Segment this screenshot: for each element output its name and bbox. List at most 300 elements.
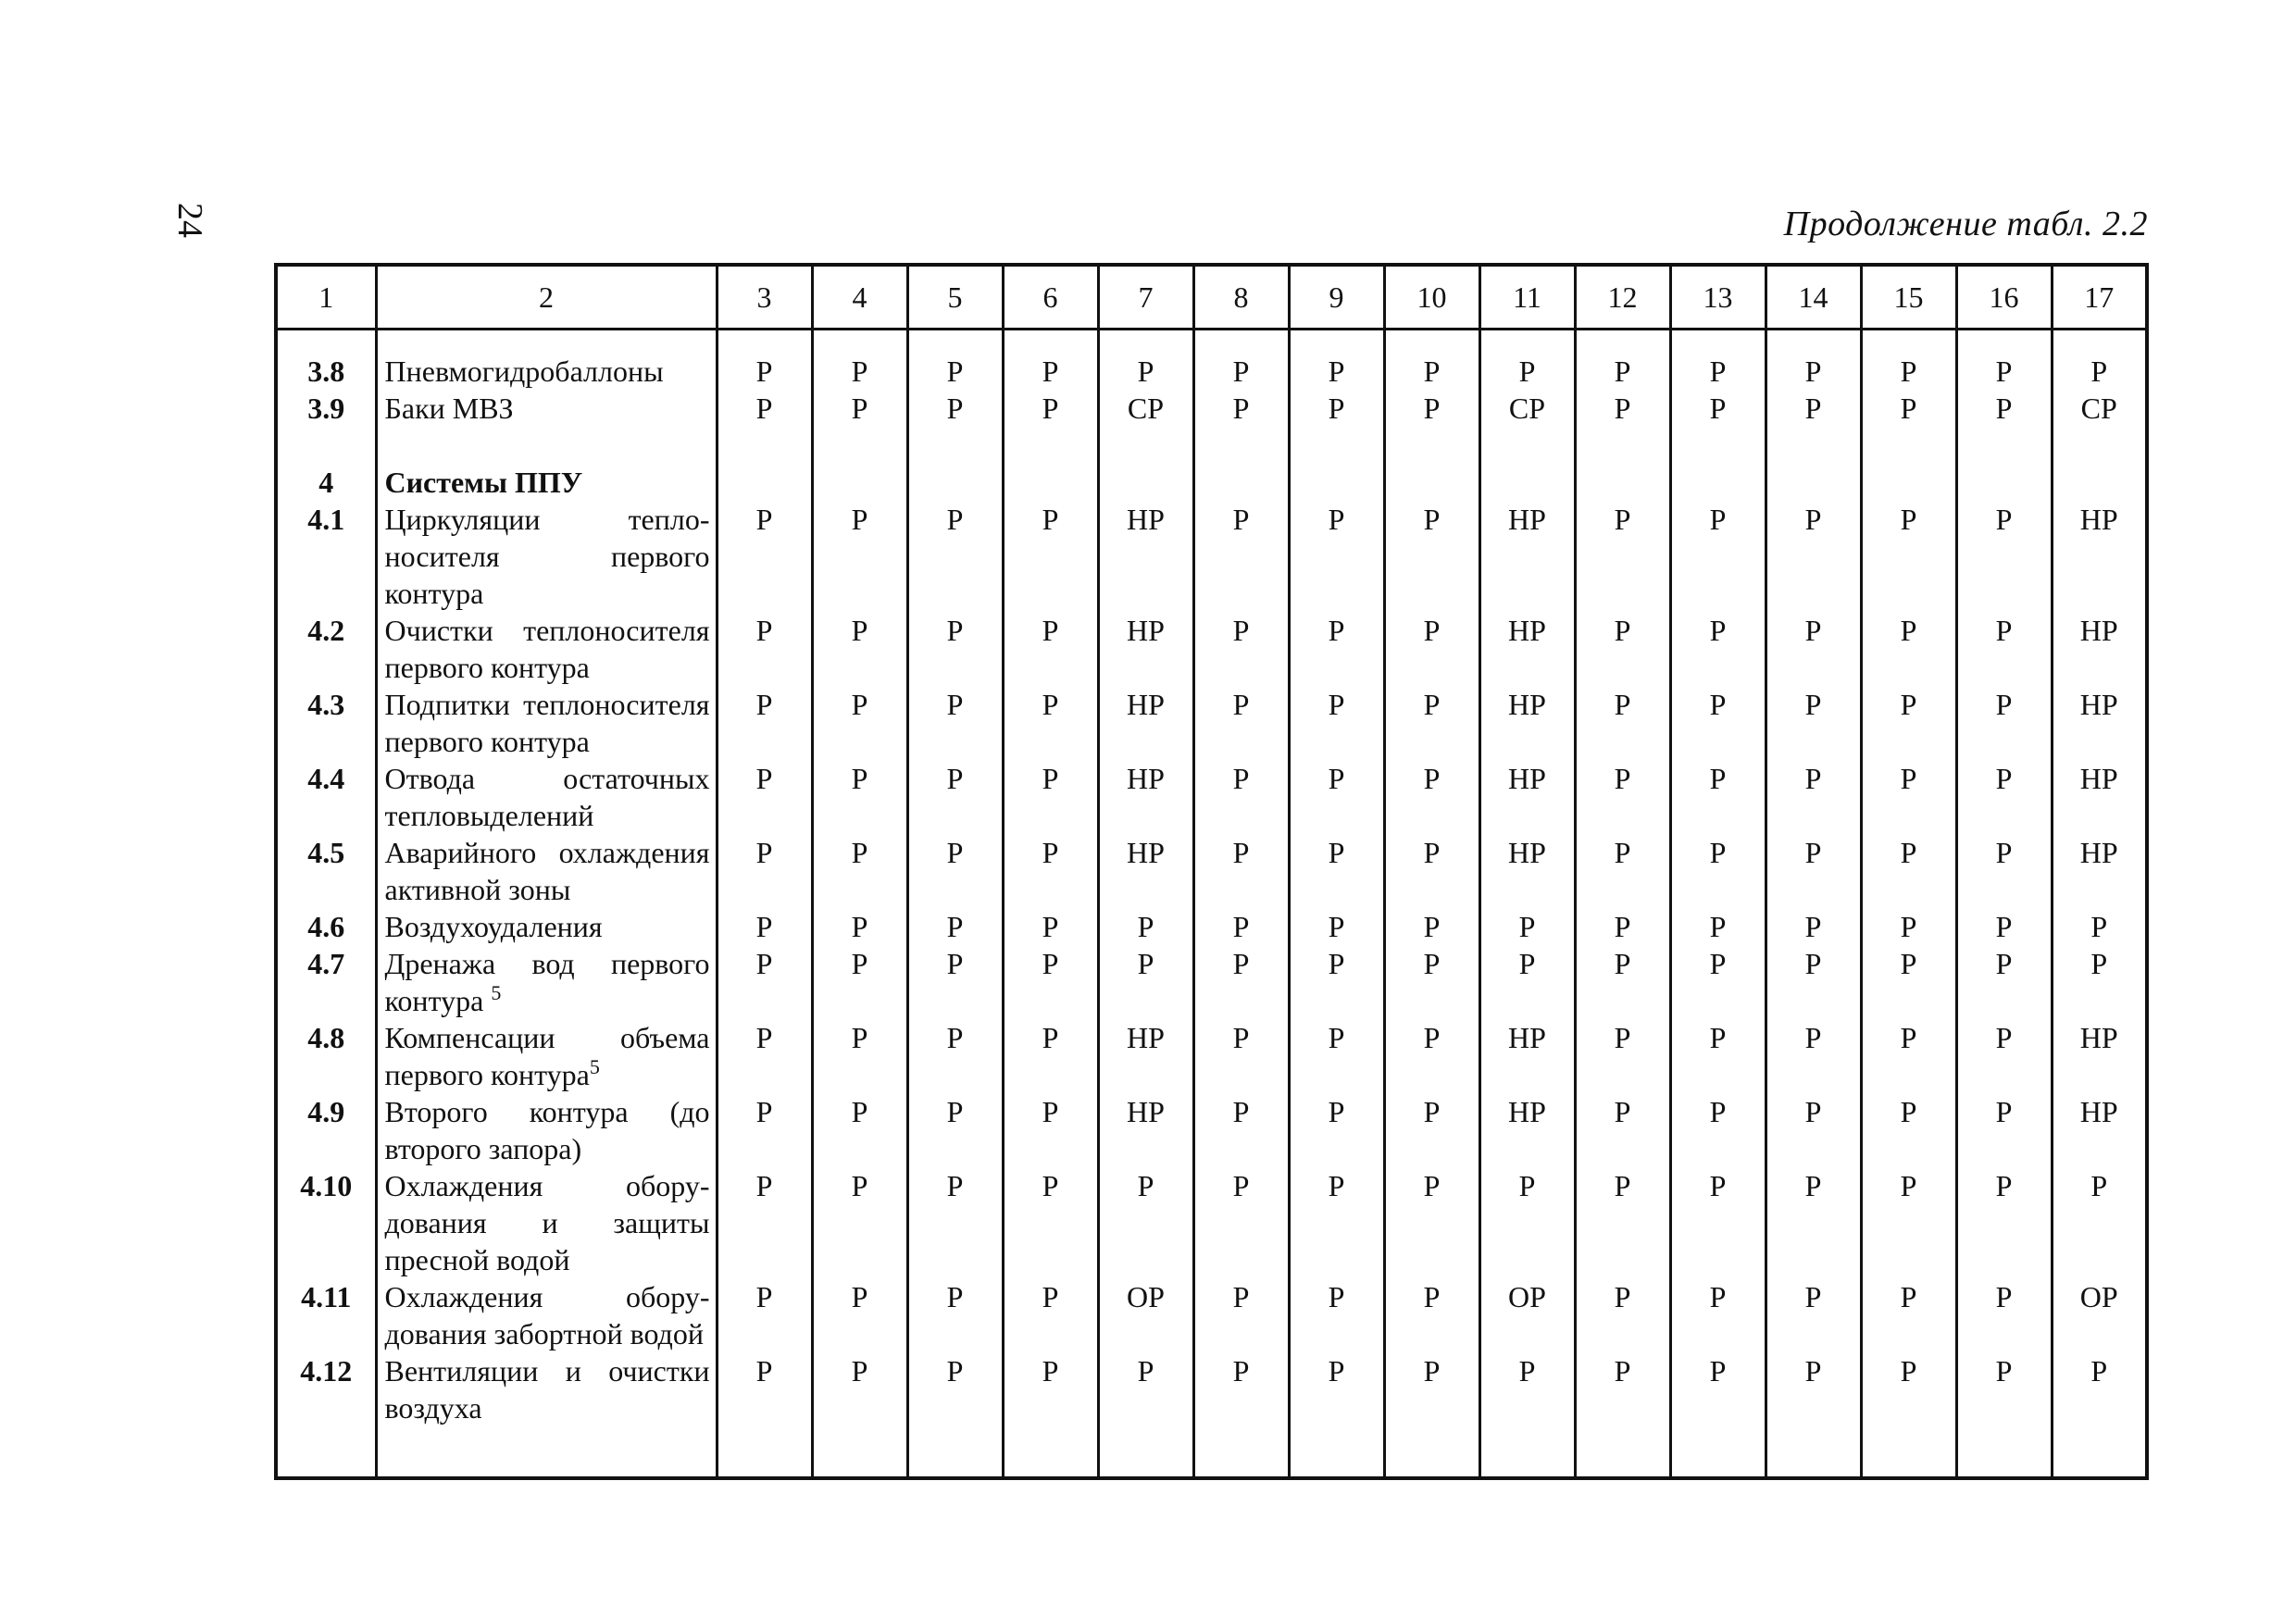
system-name [376, 945, 717, 1019]
value-cell: Р [1766, 1352, 1861, 1426]
table-row [276, 612, 2147, 686]
value-cell: НР [1098, 1093, 1193, 1167]
empty-cell [1193, 427, 1289, 464]
empty-cell [1766, 427, 1861, 464]
value-cell: Р [812, 330, 907, 391]
value-cell: Р [1384, 612, 1479, 686]
value-cell: Р [717, 390, 812, 427]
value-cell: Р [1575, 1352, 1670, 1426]
system-name-text: Пневмогидробаллоны [384, 355, 664, 388]
value-cell: Р [717, 834, 812, 908]
value-cell: Р [1766, 330, 1861, 391]
value-cell: Р [717, 501, 812, 612]
value-cell: Р [1766, 1019, 1861, 1093]
value-cell: НР [1098, 686, 1193, 760]
value-cell [1003, 464, 1098, 501]
value-cell: Р [1003, 760, 1098, 834]
value-cell: Р [1193, 501, 1289, 612]
column-header: 11 [1479, 265, 1575, 330]
value-cell: Р [1956, 760, 2052, 834]
table-row [276, 945, 2147, 1019]
value-cell [1766, 464, 1861, 501]
value-cell: Р [1670, 1019, 1766, 1093]
value-cell: НР [1479, 686, 1575, 760]
value-cell: НР [1098, 612, 1193, 686]
system-name-text: Воздухоудаления [384, 910, 603, 943]
value-cell: Р [1766, 501, 1861, 612]
row-number: 4 [276, 464, 376, 501]
table-row [276, 501, 2147, 612]
empty-cell [2052, 1426, 2147, 1478]
value-cell [1670, 464, 1766, 501]
table-row [276, 330, 2147, 391]
value-cell: НР [2052, 501, 2147, 612]
value-cell: Р [1575, 390, 1670, 427]
empty-cell [1003, 1426, 1098, 1478]
value-cell: Р [1003, 612, 1098, 686]
value-cell: Р [1861, 760, 1956, 834]
value-cell: Р [1193, 1352, 1289, 1426]
value-cell: НР [1479, 760, 1575, 834]
value-cell: Р [1098, 1352, 1193, 1426]
value-cell: Р [1289, 1167, 1384, 1278]
empty-cell [1956, 1426, 2052, 1478]
value-cell: Р [1289, 612, 1384, 686]
system-name-text: Баки МВЗ [384, 392, 514, 425]
requirements-table [274, 263, 2149, 1480]
empty-cell [1575, 1426, 1670, 1478]
value-cell: Р [1575, 1278, 1670, 1352]
system-name-text: Охлаждения оборудования забортной водой [384, 1280, 710, 1350]
value-cell: НР [1479, 501, 1575, 612]
row-number: 4.10 [276, 1167, 376, 1278]
system-name [376, 1278, 717, 1352]
system-name [376, 760, 717, 834]
value-cell [1575, 464, 1670, 501]
table-bottom-padding [276, 1426, 2147, 1478]
column-header: 4 [812, 265, 907, 330]
system-name-text: Второго контура (до второго запора) [384, 1095, 710, 1165]
value-cell: НР [2052, 760, 2147, 834]
table-row [276, 390, 2147, 427]
empty-cell [1479, 427, 1575, 464]
value-cell: Р [1670, 945, 1766, 1019]
value-cell: Р [812, 1352, 907, 1426]
value-cell: Р [1003, 1093, 1098, 1167]
empty-cell [907, 1426, 1003, 1478]
value-cell: Р [812, 501, 907, 612]
value-cell: Р [1479, 1352, 1575, 1426]
value-cell: Р [1575, 1093, 1670, 1167]
value-cell: Р [1384, 1093, 1479, 1167]
column-header: 17 [2052, 265, 2147, 330]
empty-cell [907, 427, 1003, 464]
system-name [376, 1093, 717, 1167]
value-cell: Р [2052, 330, 2147, 391]
value-cell: Р [717, 1278, 812, 1352]
value-cell: НР [1098, 834, 1193, 908]
value-cell [1384, 464, 1479, 501]
system-name-text: Дренажа вод первого контура [384, 947, 710, 1017]
value-cell: Р [1766, 686, 1861, 760]
column-header: 6 [1003, 265, 1098, 330]
value-cell: Р [1956, 501, 2052, 612]
row-number: 4.1 [276, 501, 376, 612]
value-cell: Р [1003, 908, 1098, 945]
value-cell: Р [1193, 612, 1289, 686]
value-cell: Р [1766, 1167, 1861, 1278]
value-cell: Р [1861, 501, 1956, 612]
value-cell: Р [1861, 612, 1956, 686]
value-cell: Р [1003, 330, 1098, 391]
column-header: 3 [717, 265, 812, 330]
value-cell [1193, 464, 1289, 501]
value-cell [812, 464, 907, 501]
value-cell: Р [1861, 1278, 1956, 1352]
empty-cell [812, 1426, 907, 1478]
value-cell: НР [2052, 834, 2147, 908]
value-cell: Р [1575, 501, 1670, 612]
row-number: 4.9 [276, 1093, 376, 1167]
empty-cell [1575, 427, 1670, 464]
value-cell: Р [1670, 834, 1766, 908]
empty-cell [1479, 1426, 1575, 1478]
value-cell: Р [1956, 1093, 2052, 1167]
system-name-text: Компенсации объема первого контура [384, 1021, 710, 1091]
value-cell: Р [812, 1019, 907, 1093]
system-name [376, 330, 717, 391]
value-cell: Р [907, 1167, 1003, 1278]
value-cell: Р [1003, 501, 1098, 612]
column-header: 16 [1956, 265, 2052, 330]
value-cell: Р [1861, 908, 1956, 945]
value-cell: Р [1289, 1278, 1384, 1352]
value-cell: Р [812, 686, 907, 760]
value-cell: Р [1384, 1167, 1479, 1278]
value-cell: Р [1956, 1278, 2052, 1352]
system-name-text: Аварийного охлаждения активной зоны [384, 836, 710, 906]
empty-cell [1003, 427, 1098, 464]
system-name [376, 1167, 717, 1278]
value-cell: Р [1575, 612, 1670, 686]
empty-cell [1289, 427, 1384, 464]
value-cell: Р [1670, 1093, 1766, 1167]
value-cell: Р [1670, 330, 1766, 391]
value-cell: Р [1670, 1167, 1766, 1278]
value-cell: Р [717, 1093, 812, 1167]
empty-cell [1670, 1426, 1766, 1478]
value-cell: Р [1289, 834, 1384, 908]
value-cell: Р [2052, 1352, 2147, 1426]
value-cell: Р [1956, 1167, 2052, 1278]
value-cell: НР [1479, 1019, 1575, 1093]
table-row [276, 1352, 2147, 1426]
value-cell: Р [1670, 760, 1766, 834]
value-cell: Р [1098, 908, 1193, 945]
value-cell: Р [1384, 501, 1479, 612]
value-cell [907, 464, 1003, 501]
value-cell: Р [717, 1167, 812, 1278]
value-cell: Р [1670, 501, 1766, 612]
value-cell: Р [907, 501, 1003, 612]
value-cell: Р [1003, 1352, 1098, 1426]
value-cell: НР [1479, 1093, 1575, 1167]
value-cell: Р [1670, 908, 1766, 945]
value-cell: Р [907, 390, 1003, 427]
value-cell: Р [1289, 501, 1384, 612]
value-cell: Р [812, 1167, 907, 1278]
table-row [276, 1019, 2147, 1093]
value-cell: Р [1289, 908, 1384, 945]
table-row [276, 1093, 2147, 1167]
value-cell: Р [1384, 1352, 1479, 1426]
value-cell: Р [907, 945, 1003, 1019]
value-cell: Р [907, 1019, 1003, 1093]
table-header-row [276, 265, 2147, 330]
value-cell: Р [717, 1019, 812, 1093]
column-header: 7 [1098, 265, 1193, 330]
value-cell: НР [2052, 686, 2147, 760]
value-cell [717, 464, 812, 501]
value-cell: Р [717, 760, 812, 834]
value-cell: Р [1766, 390, 1861, 427]
value-cell: Р [717, 612, 812, 686]
value-cell: Р [812, 834, 907, 908]
column-header: 10 [1384, 265, 1479, 330]
value-cell: Р [1956, 686, 2052, 760]
system-name [376, 1019, 717, 1093]
value-cell: Р [1766, 945, 1861, 1019]
table-row [276, 760, 2147, 834]
value-cell: Р [1575, 1019, 1670, 1093]
value-cell: Р [1861, 686, 1956, 760]
value-cell: ОР [1098, 1278, 1193, 1352]
column-header: 8 [1193, 265, 1289, 330]
value-cell: Р [1384, 945, 1479, 1019]
empty-cell [376, 1426, 717, 1478]
system-name [376, 908, 717, 945]
row-number: 4.7 [276, 945, 376, 1019]
value-cell: Р [1289, 1019, 1384, 1093]
system-name [376, 501, 717, 612]
table-continuation-caption: Продолжение табл. 2.2 [1783, 205, 2148, 243]
value-cell: Р [1766, 908, 1861, 945]
value-cell: Р [717, 686, 812, 760]
value-cell: Р [1193, 686, 1289, 760]
value-cell: Р [1956, 834, 2052, 908]
empty-cell [717, 1426, 812, 1478]
value-cell [2052, 464, 2147, 501]
row-number: 3.9 [276, 390, 376, 427]
value-cell: Р [1575, 834, 1670, 908]
value-cell: Р [717, 945, 812, 1019]
value-cell: Р [1003, 1019, 1098, 1093]
value-cell: Р [1575, 686, 1670, 760]
footnote-marker: 5 [589, 1055, 600, 1078]
empty-cell [376, 427, 717, 464]
column-header: 5 [907, 265, 1003, 330]
value-cell: Р [1289, 1093, 1384, 1167]
empty-cell [812, 427, 907, 464]
value-cell [1098, 464, 1193, 501]
empty-cell [1289, 1426, 1384, 1478]
footnote-marker: 5 [491, 981, 502, 1004]
row-number: 4.6 [276, 908, 376, 945]
table-body [276, 330, 2147, 1479]
value-cell: Р [1384, 686, 1479, 760]
system-name-text: Циркуляции теплоносителя первого контура [384, 503, 710, 610]
row-number: 4.3 [276, 686, 376, 760]
value-cell: Р [1479, 945, 1575, 1019]
value-cell: Р [1193, 1167, 1289, 1278]
value-cell: Р [1670, 612, 1766, 686]
value-cell: Р [1193, 760, 1289, 834]
value-cell: Р [1861, 945, 1956, 1019]
system-name [376, 834, 717, 908]
value-cell: Р [1384, 1019, 1479, 1093]
system-name-text: Подпитки теплоносителя первого контура [384, 688, 710, 758]
value-cell: Р [1193, 834, 1289, 908]
value-cell: Р [812, 945, 907, 1019]
value-cell: Р [1479, 1167, 1575, 1278]
value-cell: Р [812, 390, 907, 427]
value-cell: Р [1384, 760, 1479, 834]
value-cell: Р [1193, 908, 1289, 945]
value-cell: Р [2052, 1167, 2147, 1278]
empty-cell [276, 1426, 376, 1478]
value-cell: Р [717, 1352, 812, 1426]
system-name [376, 1352, 717, 1426]
value-cell: Р [717, 908, 812, 945]
column-header: 12 [1575, 265, 1670, 330]
value-cell: Р [1956, 390, 2052, 427]
value-cell: Р [1861, 834, 1956, 908]
value-cell: Р [907, 908, 1003, 945]
value-cell: Р [1003, 1167, 1098, 1278]
value-cell: Р [1766, 760, 1861, 834]
value-cell: Р [907, 1278, 1003, 1352]
empty-cell [1193, 1426, 1289, 1478]
page-number: 24 [170, 203, 209, 238]
section-heading-row [276, 464, 2147, 501]
system-name [376, 612, 717, 686]
value-cell: Р [1193, 1019, 1289, 1093]
table-row [276, 1278, 2147, 1352]
value-cell: НР [1098, 1019, 1193, 1093]
system-name [376, 686, 717, 760]
empty-cell [2052, 427, 2147, 464]
value-cell: СР [1479, 390, 1575, 427]
value-cell: Р [1003, 1278, 1098, 1352]
value-cell: Р [1956, 330, 2052, 391]
value-cell: Р [1193, 1093, 1289, 1167]
value-cell: Р [1956, 908, 2052, 945]
empty-cell [1956, 427, 2052, 464]
empty-cell [1861, 427, 1956, 464]
value-cell: Р [1384, 908, 1479, 945]
value-cell: Р [1289, 1352, 1384, 1426]
empty-cell [1766, 1426, 1861, 1478]
value-cell: Р [1289, 760, 1384, 834]
system-name-text: Охлаждения оборудования и защиты пресной водой [384, 1169, 710, 1276]
row-number: 4.2 [276, 612, 376, 686]
value-cell: Р [1956, 1352, 2052, 1426]
value-cell: Р [1289, 686, 1384, 760]
empty-cell [1098, 427, 1193, 464]
value-cell: Р [1193, 330, 1289, 391]
table-row [276, 1167, 2147, 1278]
value-cell [1861, 464, 1956, 501]
value-cell [1956, 464, 2052, 501]
value-cell: Р [907, 760, 1003, 834]
value-cell: Р [1861, 390, 1956, 427]
value-cell: Р [1575, 1167, 1670, 1278]
value-cell: ОР [2052, 1278, 2147, 1352]
value-cell: Р [1956, 945, 2052, 1019]
row-number: 4.5 [276, 834, 376, 908]
value-cell: СР [2052, 390, 2147, 427]
system-name [376, 390, 717, 427]
value-cell [1289, 464, 1384, 501]
value-cell: Р [1670, 390, 1766, 427]
value-cell: Р [1098, 1167, 1193, 1278]
value-cell: ОР [1479, 1278, 1575, 1352]
spacer-row [276, 427, 2147, 464]
value-cell: Р [1575, 908, 1670, 945]
column-header: 2 [376, 265, 717, 330]
value-cell: Р [1193, 390, 1289, 427]
value-cell: Р [1384, 1278, 1479, 1352]
value-cell: Р [1193, 1278, 1289, 1352]
column-header: 1 [276, 265, 376, 330]
value-cell: Р [1479, 330, 1575, 391]
value-cell: НР [1098, 501, 1193, 612]
value-cell: Р [1479, 908, 1575, 945]
value-cell: Р [1384, 390, 1479, 427]
value-cell: Р [1766, 1278, 1861, 1352]
value-cell: Р [812, 612, 907, 686]
value-cell: НР [1098, 760, 1193, 834]
table-row [276, 908, 2147, 945]
system-name-text: Отвода остаточных тепловыделений [384, 762, 710, 832]
value-cell: Р [1289, 330, 1384, 391]
column-header: 9 [1289, 265, 1384, 330]
value-cell: Р [812, 1278, 907, 1352]
empty-cell [1384, 1426, 1479, 1478]
value-cell: Р [812, 908, 907, 945]
empty-cell [1861, 1426, 1956, 1478]
value-cell: НР [1479, 612, 1575, 686]
column-header: 15 [1861, 265, 1956, 330]
value-cell: Р [1956, 1019, 2052, 1093]
value-cell: Р [907, 612, 1003, 686]
empty-cell [1098, 1426, 1193, 1478]
value-cell: Р [907, 834, 1003, 908]
value-cell: Р [907, 1093, 1003, 1167]
system-name-text: Очистки теплоносителя первого контура [384, 614, 710, 684]
value-cell: Р [1861, 330, 1956, 391]
row-number: 3.8 [276, 330, 376, 391]
value-cell: Р [907, 686, 1003, 760]
value-cell: Р [907, 330, 1003, 391]
value-cell: Р [1956, 612, 2052, 686]
empty-cell [1670, 427, 1766, 464]
value-cell: Р [1384, 330, 1479, 391]
table-row [276, 834, 2147, 908]
system-name-text: Вентиляции и очистки воздуха [384, 1354, 710, 1425]
value-cell [1479, 464, 1575, 501]
value-cell: Р [1861, 1019, 1956, 1093]
